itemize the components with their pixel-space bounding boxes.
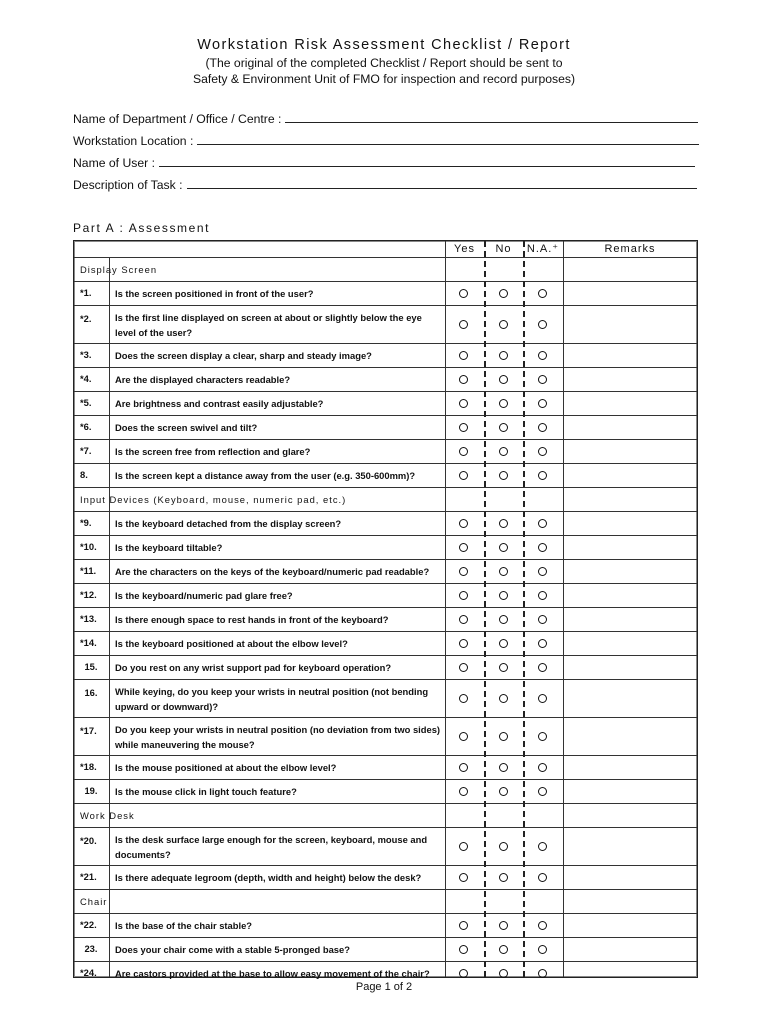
yes-radio[interactable] (459, 763, 468, 772)
section-label: Input Devices (Keyboard, mouse, numeric pad, etc.) (80, 494, 347, 505)
no-radio[interactable] (499, 519, 508, 528)
question-text: Is the desk surface large enough for the screen, keyboard, mouse and documents? (115, 834, 428, 860)
question-text: Are brightness and contrast easily adjustable? (115, 398, 324, 409)
checklist-row (74, 439, 697, 463)
na-radio[interactable] (538, 320, 547, 329)
yes-radio[interactable] (459, 969, 468, 978)
checklist-row (74, 655, 697, 679)
yes-radio[interactable] (459, 787, 468, 796)
checklist-row (74, 281, 697, 305)
na-radio[interactable] (538, 663, 547, 672)
checklist-row (74, 511, 697, 535)
remarks-cell[interactable] (564, 756, 696, 779)
no-radio[interactable] (499, 320, 508, 329)
remarks-cell[interactable] (564, 780, 696, 803)
remarks-cell[interactable] (564, 866, 696, 889)
no-radio[interactable] (499, 787, 508, 796)
no-radio[interactable] (499, 969, 508, 978)
question-text: Is the mouse click in light touch feature? (115, 786, 297, 797)
na-radio[interactable] (538, 567, 547, 576)
no-radio[interactable] (499, 763, 508, 772)
checklist-row (74, 583, 697, 607)
checklist-row (74, 343, 697, 367)
checklist-row (74, 559, 697, 583)
item-number: *13. (80, 613, 97, 624)
item-number: *21. (80, 871, 97, 882)
na-radio[interactable] (538, 375, 547, 384)
checklist-row (74, 717, 697, 755)
item-number: *2. (80, 313, 92, 324)
no-radio[interactable] (499, 615, 508, 624)
no-radio[interactable] (499, 663, 508, 672)
yes-radio[interactable] (459, 639, 468, 648)
column-divider (445, 241, 446, 977)
column-divider (563, 241, 564, 977)
checklist-row (74, 913, 697, 937)
question-text: Are the characters on the keys of the keyboard/numeric pad readable? (115, 566, 430, 577)
item-number: 23. (84, 943, 98, 954)
no-radio[interactable] (499, 842, 508, 851)
task-input-line[interactable] (187, 177, 697, 189)
question-text: Are the displayed characters readable? (115, 374, 291, 385)
remarks-cell[interactable] (564, 584, 696, 607)
yes-radio[interactable] (459, 921, 468, 930)
column-header-na: N.A.⁺ (526, 243, 560, 255)
remarks-cell[interactable] (564, 828, 696, 865)
no-radio[interactable] (499, 423, 508, 432)
item-number: *9. (80, 517, 92, 528)
remarks-cell[interactable] (564, 680, 696, 717)
question-text: Is the base of the chair stable? (115, 920, 253, 931)
checklist-row (74, 391, 697, 415)
yes-radio[interactable] (459, 694, 468, 703)
item-number: 16. (84, 687, 98, 698)
yes-radio[interactable] (459, 732, 468, 741)
question-text: Is the keyboard positioned at about the elbow level? (115, 638, 348, 649)
checklist-row (74, 755, 697, 779)
location-field (73, 133, 699, 148)
question-text: Is the screen kept a distance away from the user (e.g. 350-600mm)? (115, 470, 416, 481)
yes-radio[interactable] (459, 447, 468, 456)
user-field (73, 155, 695, 170)
remarks-cell[interactable] (564, 282, 696, 305)
yes-radio[interactable] (459, 399, 468, 408)
checklist-row (74, 679, 697, 717)
no-radio[interactable] (499, 447, 508, 456)
question-text: Do you keep your wrists in neutral position (no deviation from two sides) while maneuvering the mouse? (115, 724, 441, 750)
column-header-no: No (495, 243, 512, 255)
question-text: Is the first line displayed on screen at about or slightly below the eye level of the user? (115, 312, 422, 338)
section-label: Display Screen (80, 264, 158, 275)
remarks-cell[interactable] (564, 392, 696, 415)
na-radio[interactable] (538, 423, 547, 432)
checklist-row (74, 463, 697, 487)
checklist-row (74, 865, 697, 889)
yes-radio[interactable] (459, 471, 468, 480)
yes-radio[interactable] (459, 842, 468, 851)
no-radio[interactable] (499, 375, 508, 384)
item-number: *24. (80, 967, 97, 978)
item-number: *14. (80, 637, 97, 648)
remarks-cell[interactable] (564, 536, 696, 559)
no-radio[interactable] (499, 567, 508, 576)
na-radio[interactable] (538, 873, 547, 882)
yes-radio[interactable] (459, 945, 468, 954)
na-radio[interactable] (538, 763, 547, 772)
na-radio[interactable] (538, 591, 547, 600)
remarks-cell[interactable] (564, 560, 696, 583)
column-header-remarks: Remarks (604, 243, 656, 255)
question-text: While keying, do you keep your wrists in neutral position (not bending upward or downward)? (115, 686, 429, 712)
yes-radio[interactable] (459, 289, 468, 298)
task-label: Description of Task : (73, 178, 183, 192)
column-divider (109, 257, 110, 977)
checklist-row (74, 827, 697, 865)
department-input-line[interactable] (285, 111, 698, 123)
item-number: 8. (80, 469, 88, 480)
question-text: Does the screen display a clear, sharp and steady image? (115, 350, 372, 361)
item-number: *10. (80, 541, 97, 552)
question-text: Are castors provided at the base to allow easy movement of the chair? (115, 968, 430, 979)
section-row (74, 803, 697, 827)
yes-radio[interactable] (459, 615, 468, 624)
task-field (73, 177, 697, 192)
no-radio[interactable] (499, 543, 508, 552)
no-radio[interactable] (499, 694, 508, 703)
item-number: 19. (84, 785, 98, 796)
no-radio[interactable] (499, 945, 508, 954)
checklist-row (74, 305, 697, 343)
question-text: Is the keyboard/numeric pad glare free? (115, 590, 293, 601)
no-radio[interactable] (499, 873, 508, 882)
na-radio[interactable] (538, 842, 547, 851)
na-radio[interactable] (538, 787, 547, 796)
yes-radio[interactable] (459, 519, 468, 528)
no-radio[interactable] (499, 591, 508, 600)
na-radio[interactable] (538, 639, 547, 648)
document-title: Workstation Risk Assessment Checklist / Report (197, 37, 571, 53)
na-radio[interactable] (538, 471, 547, 480)
remarks-cell[interactable] (564, 368, 696, 391)
checklist-row (74, 631, 697, 655)
column-divider (523, 241, 525, 977)
section-label: Chair (80, 896, 108, 907)
yes-radio[interactable] (459, 375, 468, 384)
na-radio[interactable] (538, 289, 547, 298)
column-divider (484, 241, 486, 977)
question-text: Is there enough space to rest hands in front of the keyboard? (115, 614, 389, 625)
column-header-yes: Yes (454, 243, 475, 255)
remarks-cell[interactable] (564, 632, 696, 655)
no-radio[interactable] (499, 732, 508, 741)
na-radio[interactable] (538, 399, 547, 408)
section-label: Work Desk (80, 810, 135, 821)
remarks-cell[interactable] (564, 306, 696, 343)
yes-radio[interactable] (459, 663, 468, 672)
document-subtitle-line-2: Safety & Environment Unit of FMO for inspection and record purposes) (192, 72, 576, 86)
na-radio[interactable] (538, 732, 547, 741)
question-text: Is the keyboard detached from the display screen? (115, 518, 342, 529)
no-radio[interactable] (499, 639, 508, 648)
remarks-cell[interactable] (564, 416, 696, 439)
remarks-cell[interactable] (564, 914, 696, 937)
item-number: 15. (84, 661, 98, 672)
no-radio[interactable] (499, 921, 508, 930)
question-text: Does the screen swivel and tilt? (115, 422, 258, 433)
yes-radio[interactable] (459, 320, 468, 329)
item-number: *5. (80, 397, 92, 408)
remarks-cell[interactable] (564, 718, 696, 755)
item-number: *20. (80, 835, 97, 846)
item-number: *12. (80, 589, 97, 600)
yes-radio[interactable] (459, 351, 468, 360)
location-label: Workstation Location : (73, 134, 194, 148)
part-a-heading: Part A : Assessment (73, 221, 211, 235)
item-number: *6. (80, 421, 92, 432)
item-number: *7. (80, 445, 92, 456)
assessment-table (73, 240, 698, 978)
page-number: Page 1 of 2 (355, 981, 413, 993)
department-label: Name of Department / Office / Centre : (73, 112, 282, 126)
na-radio[interactable] (538, 694, 547, 703)
na-radio[interactable] (538, 615, 547, 624)
item-number: *18. (80, 761, 97, 772)
question-text: Is the screen free from reflection and glare? (115, 446, 311, 457)
remarks-cell[interactable] (564, 344, 696, 367)
document-subtitle-line-1: (The original of the completed Checklist / Report should be sent to (205, 56, 563, 70)
yes-radio[interactable] (459, 567, 468, 576)
remarks-cell[interactable] (564, 656, 696, 679)
na-radio[interactable] (538, 969, 547, 978)
no-radio[interactable] (499, 399, 508, 408)
remarks-cell[interactable] (564, 440, 696, 463)
checklist-row (74, 937, 697, 961)
no-radio[interactable] (499, 289, 508, 298)
section-row (74, 487, 697, 511)
item-number: *1. (80, 287, 92, 298)
yes-radio[interactable] (459, 591, 468, 600)
section-row (74, 889, 697, 913)
item-number: *11. (80, 565, 97, 576)
question-text: Do you rest on any wrist support pad for keyboard operation? (115, 662, 392, 673)
checklist-row (74, 367, 697, 391)
yes-radio[interactable] (459, 873, 468, 882)
department-field (73, 111, 698, 126)
item-number: *4. (80, 373, 92, 384)
remarks-cell[interactable] (564, 938, 696, 961)
question-text: Does your chair come with a stable 5-pronged base? (115, 944, 350, 955)
item-number: *17. (80, 725, 97, 736)
checklist-row (74, 535, 697, 559)
user-input-line[interactable] (159, 155, 695, 167)
section-row (74, 257, 697, 281)
remarks-cell[interactable] (564, 608, 696, 631)
question-text: Is the keyboard tiltable? (115, 542, 223, 553)
question-text: Is the mouse positioned at about the elbow level? (115, 762, 337, 773)
yes-radio[interactable] (459, 423, 468, 432)
checklist-row (74, 415, 697, 439)
remarks-cell[interactable] (564, 464, 696, 487)
no-radio[interactable] (499, 351, 508, 360)
yes-radio[interactable] (459, 543, 468, 552)
na-radio[interactable] (538, 447, 547, 456)
location-input-line[interactable] (197, 133, 699, 145)
remarks-cell[interactable] (564, 512, 696, 535)
na-radio[interactable] (538, 945, 547, 954)
na-radio[interactable] (538, 351, 547, 360)
no-radio[interactable] (499, 471, 508, 480)
na-radio[interactable] (538, 921, 547, 930)
item-number: *3. (80, 349, 92, 360)
question-text: Is the screen positioned in front of the user? (115, 288, 314, 299)
checklist-row (74, 607, 697, 631)
question-text: Is there adequate legroom (depth, width and height) below the desk? (115, 872, 422, 883)
item-number: *22. (80, 919, 97, 930)
checklist-row (74, 779, 697, 803)
na-radio[interactable] (538, 543, 547, 552)
user-label: Name of User : (73, 156, 155, 170)
na-radio[interactable] (538, 519, 547, 528)
